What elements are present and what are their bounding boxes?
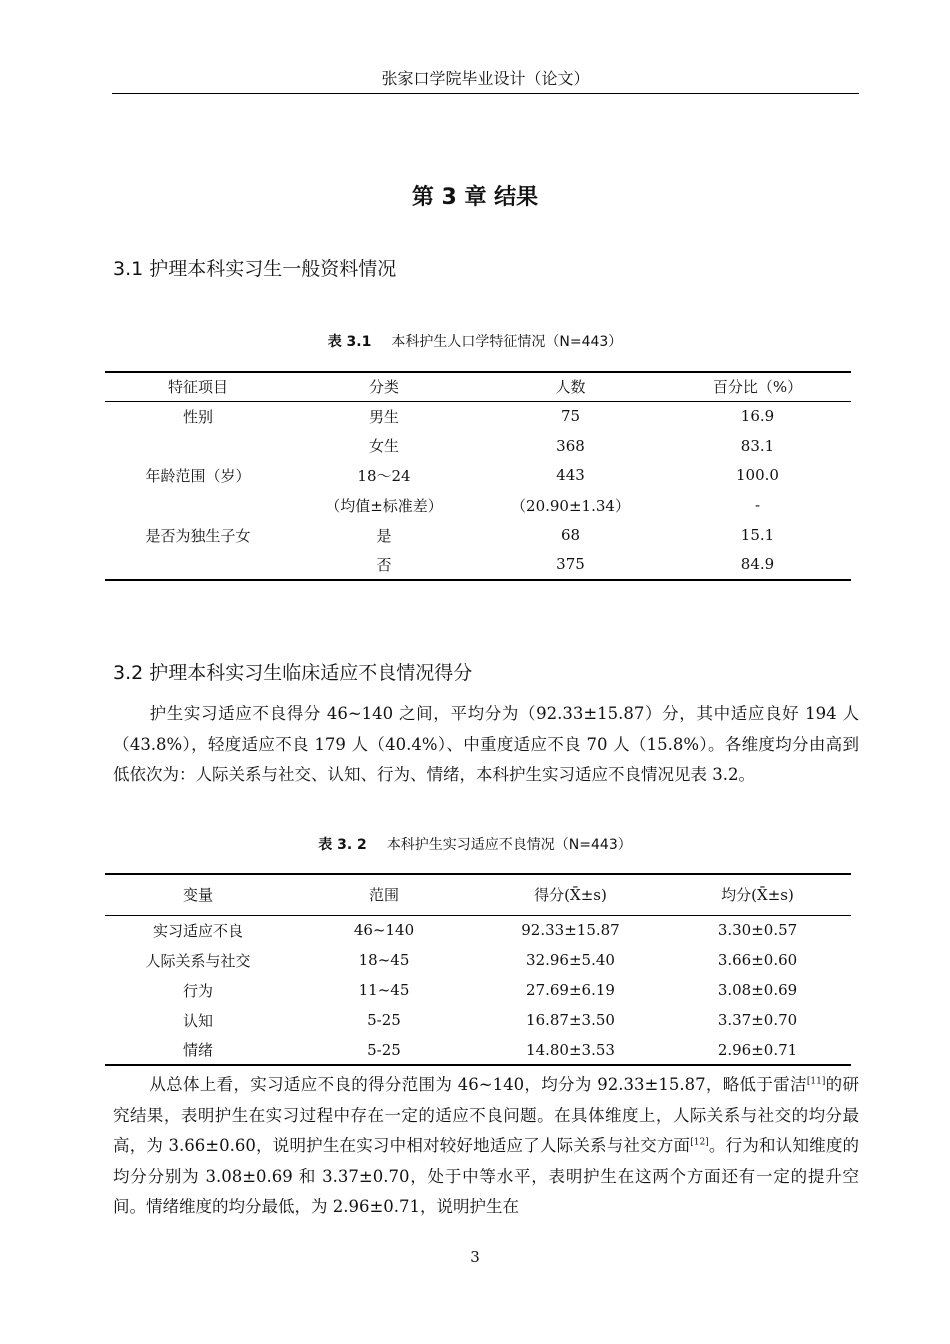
table-cell: 否 — [376, 555, 392, 574]
table-cell: 14.80±3.53 — [526, 1040, 615, 1059]
table-cell: 2.96±0.71 — [717, 1040, 798, 1059]
table-cell: 68 — [560, 526, 581, 545]
table-cell: 3.66±0.60 — [717, 951, 798, 969]
table-2-number: 表 3. 2 — [318, 837, 367, 853]
paragraph-text: 护生实习适应不良得分 46~140 之间，平均分为（92.33±15.87）分，其中适应良好 194 人（43.8%），轻度适应不良 179 人（40.4%）、中重度适应不良 70 人（15.8%）。各维度均分由高到低依次为：人际关系与社交、认知、行为、情绪，本科护生实习适应不良情况见表 3.2。 — [113, 704, 859, 784]
table-row — [105, 1005, 851, 1035]
table-cell: 443 — [556, 466, 585, 485]
table-cell: 368 — [556, 436, 585, 455]
table-row — [105, 401, 851, 431]
table-cell: 83.1 — [740, 436, 775, 455]
paragraph-text: 。行为和认知维度的均分分别为 3.08±0.69 和 3.37±0.70，处于中等水平，表明护生在这两个方面还有一定的提升空间。情绪维度的均分最低，为 2.96±0.71，说明护生在 — [113, 1136, 860, 1216]
table-header-row — [105, 874, 851, 915]
table-row — [105, 461, 851, 491]
table-header-cell: 变量 — [105, 874, 291, 915]
table-cell: 是 — [376, 526, 392, 545]
page-header: 张家口学院毕业设计（论文） — [112, 66, 859, 94]
table-cell: 46~140 — [353, 921, 415, 940]
table-1-caption — [0, 331, 950, 351]
table-header-cell: 范围 — [291, 874, 477, 915]
table-cell — [105, 431, 291, 461]
table-cell: 15.1 — [740, 526, 775, 545]
table-header-cell: 分类 — [291, 372, 477, 401]
table-cell: 人际关系与社交 — [145, 951, 251, 970]
table-header-cell: 百分比（%） — [664, 372, 851, 401]
paragraph-text: 的研究结果，表明护生在实习过程中存在一定的适应不良问题。在具体维度上，人际关系与社交的均分最高，为 3.66±0.60，说明护生在实习中相对较好地适应了人际关系与社交方面 — [113, 1075, 859, 1155]
table-cell: 3.37±0.70 — [717, 1011, 798, 1029]
table-cell: 行为 — [182, 981, 213, 1000]
table-cell: 84.9 — [740, 555, 775, 574]
table-cell: 11~45 — [358, 981, 410, 999]
table-cell: 16.87±3.50 — [526, 1011, 615, 1029]
table-cell: 男生 — [368, 407, 399, 426]
table-cell: 是否为独生子女 — [145, 526, 251, 545]
table-cell: 375 — [556, 555, 585, 574]
table-cell: 年龄范围（岁） — [145, 466, 251, 485]
table-cell: 性别 — [182, 407, 213, 426]
table-cell: - — [754, 496, 761, 515]
table-cell: 女生 — [368, 437, 399, 456]
table-cell: 情绪 — [182, 1041, 213, 1059]
table-header-cell: 特征项目 — [105, 372, 291, 401]
table-cell: 5-25 — [367, 1011, 401, 1029]
table-cell: 75 — [560, 407, 581, 426]
table-2-title: 本科护生实习适应不良情况（N=443） — [386, 837, 632, 853]
table-cell: 100.0 — [736, 466, 779, 485]
table-header-row — [105, 372, 851, 401]
table-cell: 92.33±15.87 — [521, 921, 620, 940]
page-number: 3 — [470, 1248, 480, 1266]
table-cell: （20.90±1.34） — [511, 496, 630, 515]
section-heading-3-2: 3.2 护理本科实习生临床适应不良情况得分 — [113, 662, 473, 684]
chapter-title: 第 3 章 结果 — [411, 185, 539, 210]
table-cell: 实习适应不良 — [152, 921, 243, 940]
table-cell: 3.08±0.69 — [717, 981, 798, 999]
table-cell: 认知 — [182, 1011, 213, 1030]
table-cell: 5-25 — [367, 1040, 401, 1059]
table-row — [105, 550, 851, 580]
table-header-cell: 人数 — [477, 372, 664, 401]
section-heading-3-1: 3.1 护理本科实习生一般资料情况 — [113, 258, 397, 280]
table-row — [105, 490, 851, 520]
table-cell: （均值±标准差） — [325, 496, 443, 515]
table-2-caption — [0, 834, 950, 854]
citation-ref: [12] — [690, 1137, 709, 1148]
table-cell — [105, 550, 291, 580]
table-cell: 18~45 — [358, 951, 410, 969]
table-1-title: 本科护生人口学特征情况（N=443） — [391, 334, 623, 350]
table-cell — [105, 490, 291, 520]
table-row — [105, 915, 851, 945]
table-row — [105, 1035, 851, 1065]
table-cell: 3.30±0.57 — [717, 921, 798, 940]
table-cell: 32.96±5.40 — [526, 951, 615, 969]
discussion-paragraph — [113, 1070, 859, 1223]
table-row — [105, 945, 851, 975]
demographics-table — [105, 371, 851, 581]
table-header-cell: 得分(X̄±s) — [477, 874, 664, 915]
table-row — [105, 520, 851, 550]
table-cell: 27.69±6.19 — [526, 981, 615, 999]
paragraph-text: 从总体上看，实习适应不良的得分范围为 46~140，均分为 92.33±15.87，略低于雷洁 — [149, 1075, 807, 1094]
citation-ref: [11] — [806, 1076, 826, 1087]
table-cell: 16.9 — [740, 407, 775, 426]
table-1-number: 表 3.1 — [327, 334, 372, 350]
table-header-cell: 均分(X̄±s) — [664, 874, 851, 915]
table-cell: 18～24 — [357, 466, 411, 485]
maladjustment-table — [105, 873, 851, 1066]
body-paragraph — [113, 699, 859, 791]
table-row — [105, 431, 851, 461]
table-row — [105, 975, 851, 1005]
